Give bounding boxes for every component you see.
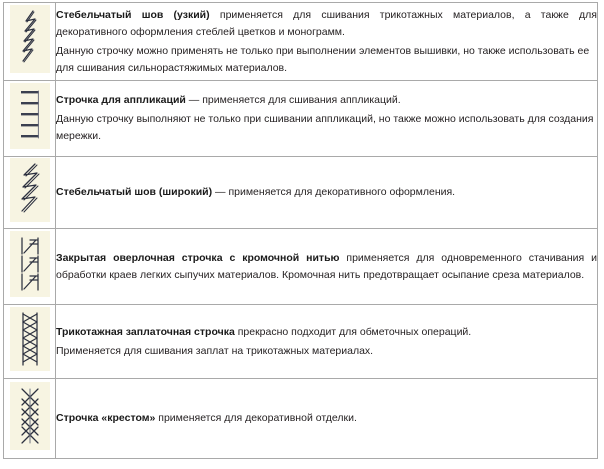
closed-overlock-stitch-icon	[9, 230, 51, 298]
table-row	[4, 379, 598, 459]
stitch-types-table	[3, 2, 598, 459]
stitch-paragraph	[56, 250, 597, 284]
table-row	[4, 229, 598, 305]
stitch-paragraph	[56, 324, 597, 341]
stitch-paragraph	[56, 184, 597, 201]
stitch-title: Стебельчатый шов (узкий)	[56, 8, 210, 21]
stitch-sample-cell	[4, 3, 56, 81]
stitch-paragraph	[56, 7, 597, 41]
stitch-sample-cell	[4, 229, 56, 305]
narrow-stem-stitch-icon	[9, 4, 51, 74]
stitch-sample-cell	[4, 81, 56, 157]
stitch-text: применяется для декоративной отделки.	[155, 412, 357, 424]
stitch-description-cell	[56, 157, 598, 229]
stitch-description-cell	[56, 3, 598, 81]
cross-stitch-icon	[9, 381, 51, 451]
stitch-paragraph: Данную строчку можно применять не только при выполнении элементов вышивки, но также использовать ее для сшивания сильнорастяжимых материалов.	[56, 44, 590, 74]
stitch-title: Стебельчатый шов (широкий)	[56, 186, 213, 198]
stitch-sample-cell	[4, 379, 56, 459]
stitch-text: применяется для одновременного стачивания и обработки краев легких сыпучих материалов. Кромочная нить предотвращает осыпание среза материалов.	[56, 251, 598, 281]
stitch-text: — применяется для сшивания аппликаций.	[185, 94, 401, 106]
stitch-description-cell	[56, 305, 598, 379]
stitch-paragraph	[56, 92, 597, 109]
stitch-title: Трикотажная заплаточная строчка	[56, 325, 235, 338]
stitch-text: — применяется для декоративного оформления.	[212, 186, 456, 198]
stitch-description-cell	[56, 379, 598, 459]
stitch-title: Строчка «крестом»	[56, 412, 156, 424]
table-row	[4, 81, 598, 157]
stitch-description-cell	[56, 81, 598, 157]
table-row	[4, 3, 598, 81]
stitch-title: Строчка для аппликаций	[56, 94, 186, 106]
applique-stitch-icon	[9, 82, 51, 150]
stitch-text: прекрасно подходит для обметочных операций.	[234, 325, 472, 338]
stitch-sample-cell	[4, 305, 56, 379]
stitch-paragraph: Применяется для сшивания заплат на трикотажных материалах.	[56, 344, 374, 357]
stitch-sample-cell	[4, 157, 56, 229]
stitch-paragraph: Данную строчку выполняют не только при сшивании аппликаций, но также можно использовать для создания мережки.	[56, 113, 594, 142]
table-row	[4, 157, 598, 229]
stitch-title: Закрытая оверлочная строчка с кромочной нитью	[56, 251, 340, 264]
table-row	[4, 305, 598, 379]
knit-patch-stitch-icon	[9, 306, 51, 372]
stitch-text: применяется для сшивания трикотажных материалов, а также для декоративного оформления стеблей цветков и монограмм.	[56, 8, 597, 38]
stitch-paragraph	[56, 410, 597, 427]
stitch-description-cell	[56, 229, 598, 305]
wide-stem-stitch-icon	[9, 157, 51, 223]
